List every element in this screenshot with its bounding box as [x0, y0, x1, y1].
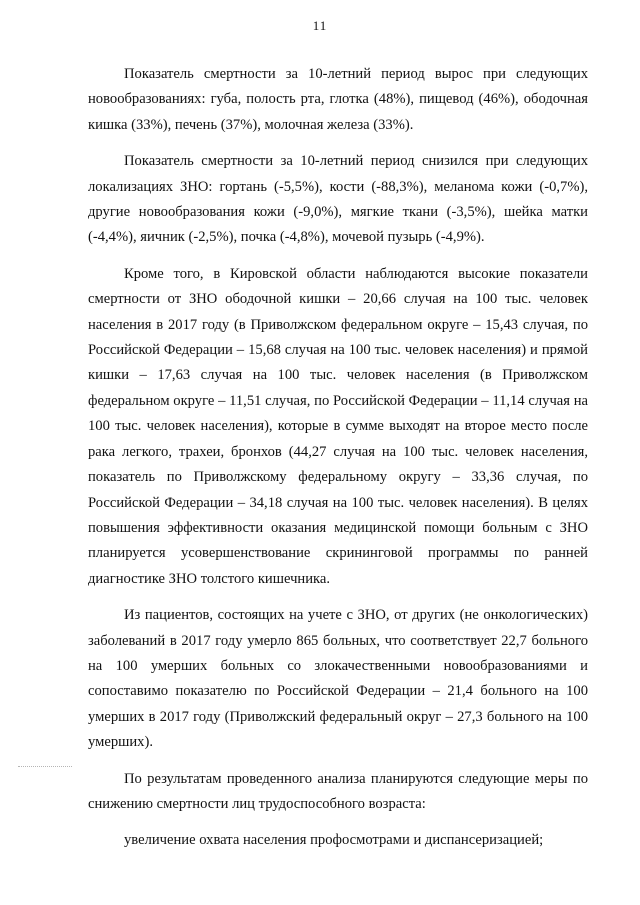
paragraph-measure-item: увеличение охвата населения профосмотрами и диспансеризацией;: [124, 832, 544, 849]
paragraph-colorectal-mortality: Кроме того, в Кировской области наблюдаются высокие показатели смертности от ЗНО ободочной кишки – 20,66 случая на 100 тыс. человек населения в 2017 году (в Приволжском федеральном округе – 15,43 случая, по Российской Федерации – 15,68 случая на 100 тыс. человек населения) и прямой кишки – 17,63 случая на 100 тыс. человек населения (в Приволжском федеральном округе – 11,51 случая, по Российской Федерации – 11,14 случая на 100 тыс. человек населения), которые в сумме выходят на второе место после рака легкого, трахеи, бронхов (44,27 случая на 100 тыс. человек населения, показатель по Приволжскому федеральному округу – 33,36 случая, по Российской Федерации – 34,18 случая на 100 тыс. человек населения). В целях повышения эффективности оказания медицинской помощи больным с ЗНО планируется усовершенствование скрининговой программы по ранней диагностике ЗНО толстого кишечника.: [88, 265, 588, 587]
document-body: [88, 62, 588, 865]
paragraph-mortality-decrease: Показатель смертности за 10-летний период снизился при следующих локализациях ЗНО: гортань (-5,5%), кости (-88,3%), меланома кожи (-0,7%), другие новообразования кожи (-9,0%), мягкие ткани (-3,5%), шейка матки (-4,4%), яичник (-2,5%), почка (-4,8%), мочевой пузырь (-4,9%).: [88, 153, 588, 246]
paragraph-other-causes-deaths: Из пациентов, состоящих на учете с ЗНО, от других (не онкологических) заболеваний в 2017 году умерло 865 больных, что соответствует 22,7 больного на 100 умерших больных со злокачественными новообразованиями и сопоставимо показателю по Российской Федерации – 21,4 больного на 100 умерших в 2017 году (Приволжский федеральный округ – 27,3 больного на 100 умерших).: [88, 607, 588, 751]
paragraph-planned-measures: По результатам проведенного анализа планируются следующие меры по снижению смертности лиц трудоспособного возраста:: [88, 770, 588, 812]
paragraph-mortality-increase: Показатель смертности за 10-летний период вырос при следующих новообразованиях: губа, полость рта, глотка (48%), пищевод (46%), ободочная кишка (33%), печень (37%), молочная железа (33%).: [88, 66, 588, 133]
page-number: 11: [312, 18, 328, 33]
margin-scan-mark: [18, 766, 72, 767]
